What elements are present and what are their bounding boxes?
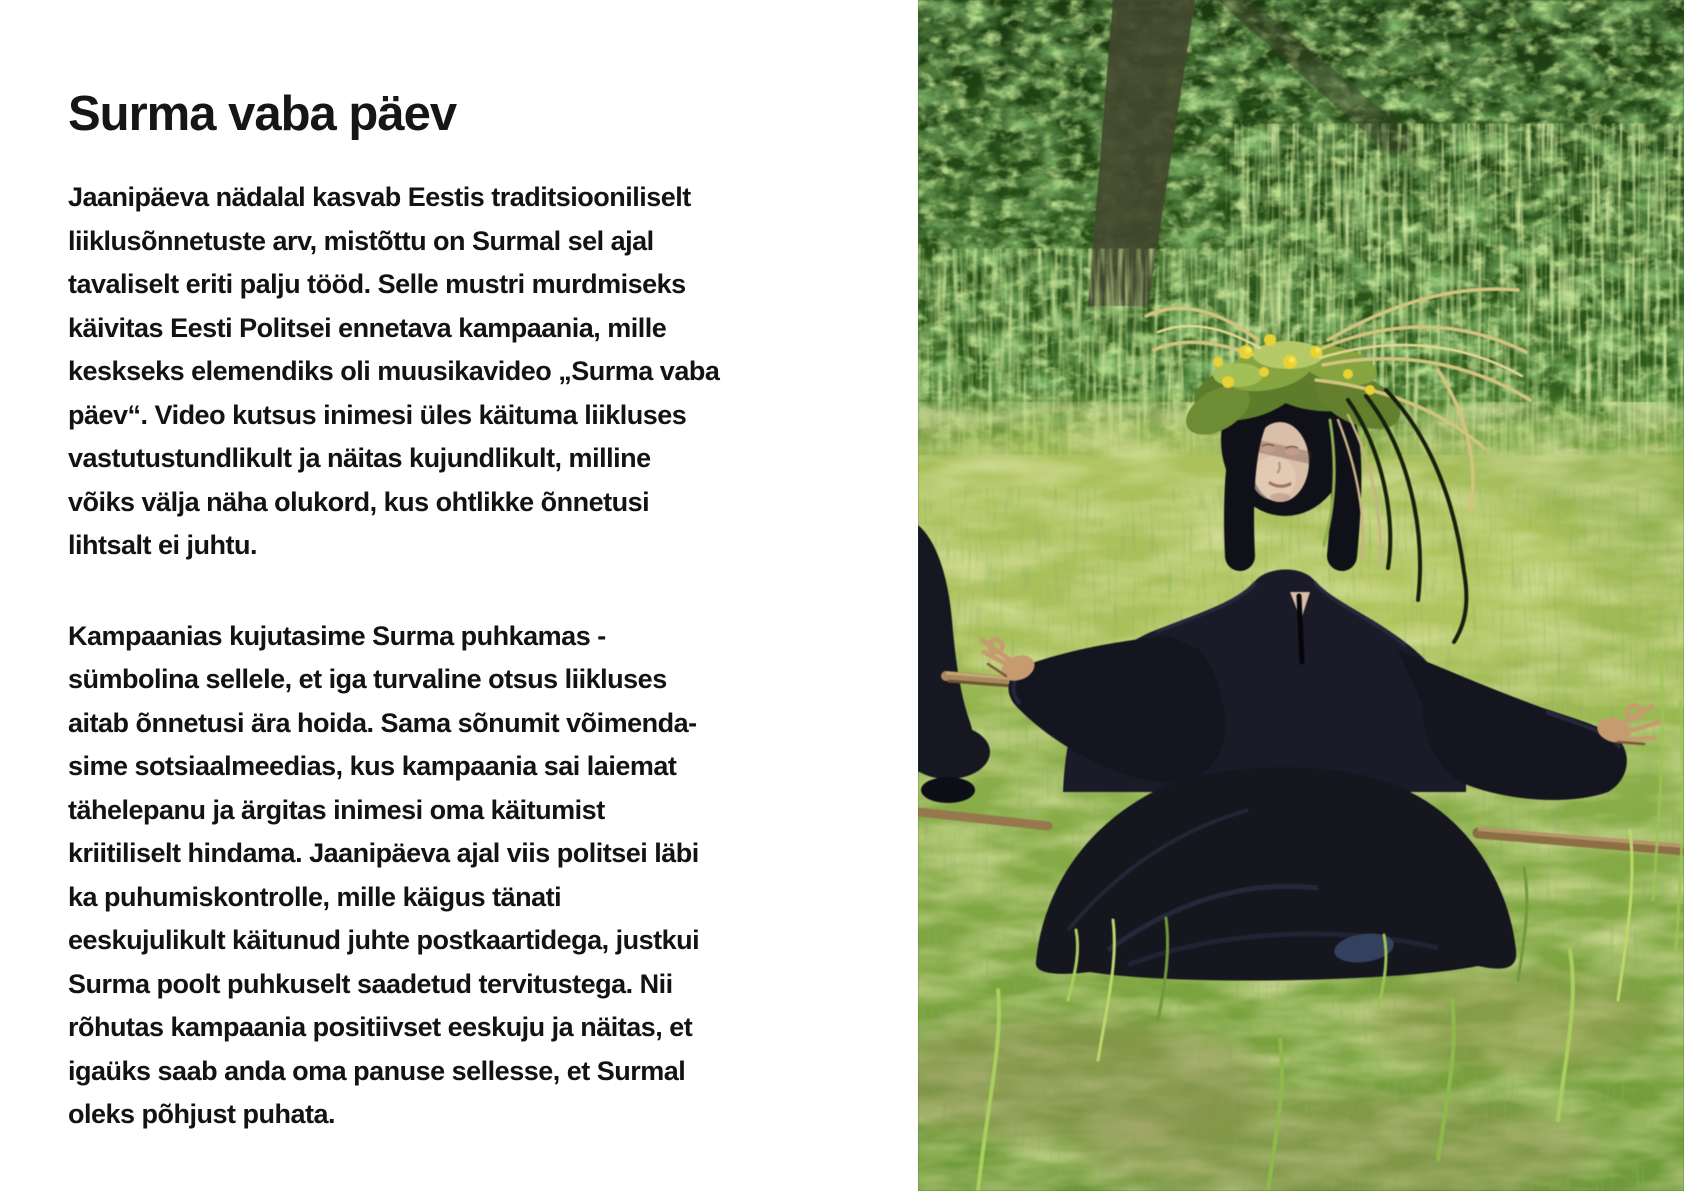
paragraph-2 — [68, 615, 908, 1137]
text-line: lihtsalt ei juhtu. — [68, 530, 258, 560]
text-line: liiklusõnnetuste arv, mistõttu on Surmal sel ajal — [68, 225, 654, 256]
text-line: oleks põhjust puhata. — [68, 1099, 336, 1129]
text-line: tavaliselt eriti palju tööd. Selle mustri murdmiseks — [68, 269, 686, 299]
text-line: sime sotsiaalmeedias, kus kampaania sai laiemat — [68, 751, 677, 781]
photo-meditating-reaper — [918, 0, 1684, 1191]
text-line: aitab õnnetusi ära hoida. Sama sõnumit võimenda- — [68, 707, 697, 738]
text-line: kriitiliselt hindama. Jaanipäeva ajal viis politsei läbi — [68, 838, 699, 868]
page-title: Surma vaba päev — [68, 87, 457, 141]
text-line: päev“. Video kutsus inimesi üles käituma liikluses — [68, 399, 687, 430]
article-text-block — [68, 88, 908, 1137]
text-line: Kampaanias kujutasime Surma puhkamas - — [68, 620, 606, 651]
text-line: tähelepanu ja ärgitas inimesi oma käitumist — [68, 794, 605, 825]
photo-illustration — [918, 0, 1684, 1191]
text-line: vastutustundlikult ja näitas kujundlikult, milline — [68, 443, 651, 473]
text-line: rõhutas kampaania positiivset eeskuju ja näitas, et — [68, 1012, 693, 1042]
text-line: ka puhumiskontrolle, mille käigus tänati — [68, 881, 562, 912]
text-line: Surma poolt puhkuselt saadetud tervitustega. Nii — [68, 968, 673, 999]
text-line: võiks välja näha olukord, kus ohtlikke õnnetusi — [68, 486, 650, 517]
text-line: keskseks elemendiks oli muusikavideo „Surma vaba — [68, 356, 720, 386]
text-line: igaüks saab anda oma panuse sellesse, et Surmal — [68, 1055, 686, 1086]
text-line: käivitas Eesti Politsei ennetava kampaania, mille — [68, 312, 667, 343]
text-line: sümbolina sellele, et iga turvaline otsus liikluses — [68, 664, 667, 694]
text-line: eeskujulikult käitunud juhte postkaartidega, justkui — [68, 925, 700, 955]
paragraph-1 — [68, 176, 908, 568]
text-line: Jaanipäeva nädalal kasvab Eestis traditsiooniliselt — [68, 182, 691, 212]
